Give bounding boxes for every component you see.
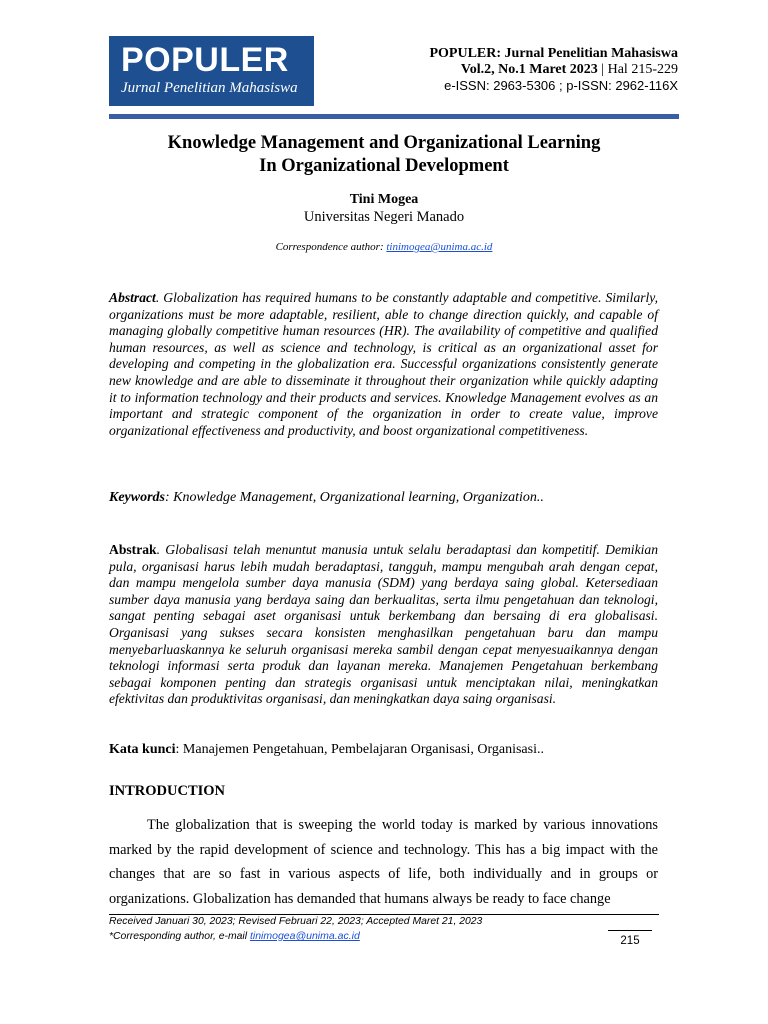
kata-kunci-text: : Manajemen Pengetahuan, Pembelajaran Organisasi, Organisasi..: [175, 742, 544, 757]
journal-name: POPULER: Jurnal Penelitian Mahasiswa: [429, 46, 678, 61]
page-number: 215: [620, 935, 640, 947]
footer-corr-label: *Corresponding author, e-mail: [109, 931, 250, 942]
kata-kunci: [109, 742, 658, 759]
abstract-text: . Globalization has required humans to be constantly adaptable and competitive. Similarly, organizations must be more adaptable, resilient, able to change direction quickly, and capable of managing globally competitive human resources (HR). The availability of competitive and qualified human resources, as well as science and technology, is critical as an organizational asset for developing and competing in the globalization era. Successful organizations consistently generate new knowledge and are able to disseminate it throughout their organization while quickly adapting it to information technology and their products and services. Knowledge Management evolves as an important and strategic component of the organization in order to create value, improve organizational effectiveness and productivity, and boost organizational competitiveness.: [109, 290, 658, 438]
issn: e-ISSN: 2963-5306 ; p-ISSN: 2962-116X: [444, 78, 678, 93]
abstrak-text: . Globalisasi telah menuntut manusia untuk selalu beradaptasi dan kompetitif. Demikian pula, organisasi harus lebih mudah beradaptasi, tangguh, mampu mengubah arah dengan cepat, dan mampu mengelola sumber daya manusia (SDM) yang berdaya saing global. Ketersediaan sumber daya manusia yang berdaya saing dan berkualitas, serta ilmu pengetahuan dan teknologi, sangat penting sebagai aset organisasi untuk berkembang dan bersaing di era globalisasi. Organisasi yang sukses secara konsisten menghasilkan pengetahuan baru dan mampu menyebarluaskannya ke seluruh organisasi mereka sambil dengan cepat menyesuaikannya dengan teknologi informasi serta produk dan layanan mereka. Manajemen Pengetahuan berkembang sebagai komponen penting dan strategis organisasi untuk menciptakan nilai, meningkatkan efektivitas dan produktivitas organisasi, dan meningkatkan daya saing organisasi.: [109, 542, 658, 707]
header-divider: [109, 114, 679, 119]
page-range: Hal 215-229: [607, 62, 678, 77]
footer-email-link[interactable]: tinimogea@unima.ac.id: [249, 930, 360, 942]
abstract-english: [109, 290, 658, 439]
journal-info: [429, 46, 678, 94]
author-name: Tini Mogea: [349, 192, 419, 207]
footer-correspondence: [109, 929, 482, 944]
volume-number: Vol.2, No.1 Maret 2023: [460, 62, 598, 77]
introduction-paragraph: The globalization that is sweeping the world today is marked by various innovations marked by the rapid development of science and technology. This has a big impact with the changes that are so fast in various aspects of life, both individually and in groups or organizations. Globalization has demanded that humans always be ready to face change: [109, 817, 658, 907]
footnote: [109, 915, 482, 944]
correspondence-label: Correspondence author:: [275, 241, 387, 253]
page-number-rule: [608, 930, 652, 931]
title-line-2: In Organizational Development: [259, 156, 509, 176]
author-affiliation: Universitas Negeri Manado: [303, 209, 465, 225]
abstract-label: Abstract: [109, 290, 156, 305]
received-dates: Received Januari 30, 2023; Revised Februari 22, 2023; Accepted Maret 21, 2023: [109, 916, 483, 927]
correspondence: [109, 241, 659, 253]
abstract-indonesian: [109, 542, 658, 708]
section-heading-introduction: INTRODUCTION: [109, 783, 226, 799]
keywords-text: : Knowledge Management, Organizational learning, Organization..: [165, 490, 544, 505]
journal-logo: [109, 36, 314, 106]
title-line-1: Knowledge Management and Organizational Learning: [167, 133, 601, 153]
separator: |: [597, 62, 608, 77]
volume-issue: [429, 62, 678, 78]
correspondence-email-link[interactable]: tinimogea@unima.ac.id: [386, 241, 493, 253]
kata-kunci-label: Kata kunci: [109, 742, 176, 757]
abstrak-label: Abstrak: [109, 542, 157, 557]
keywords: [109, 490, 658, 507]
logo-wordmark: POPULER: [121, 41, 289, 79]
article-title: [109, 132, 659, 178]
keywords-label: Keywords: [109, 490, 165, 505]
logo-subtitle: Jurnal Penelitian Mahasiswa: [121, 80, 298, 96]
